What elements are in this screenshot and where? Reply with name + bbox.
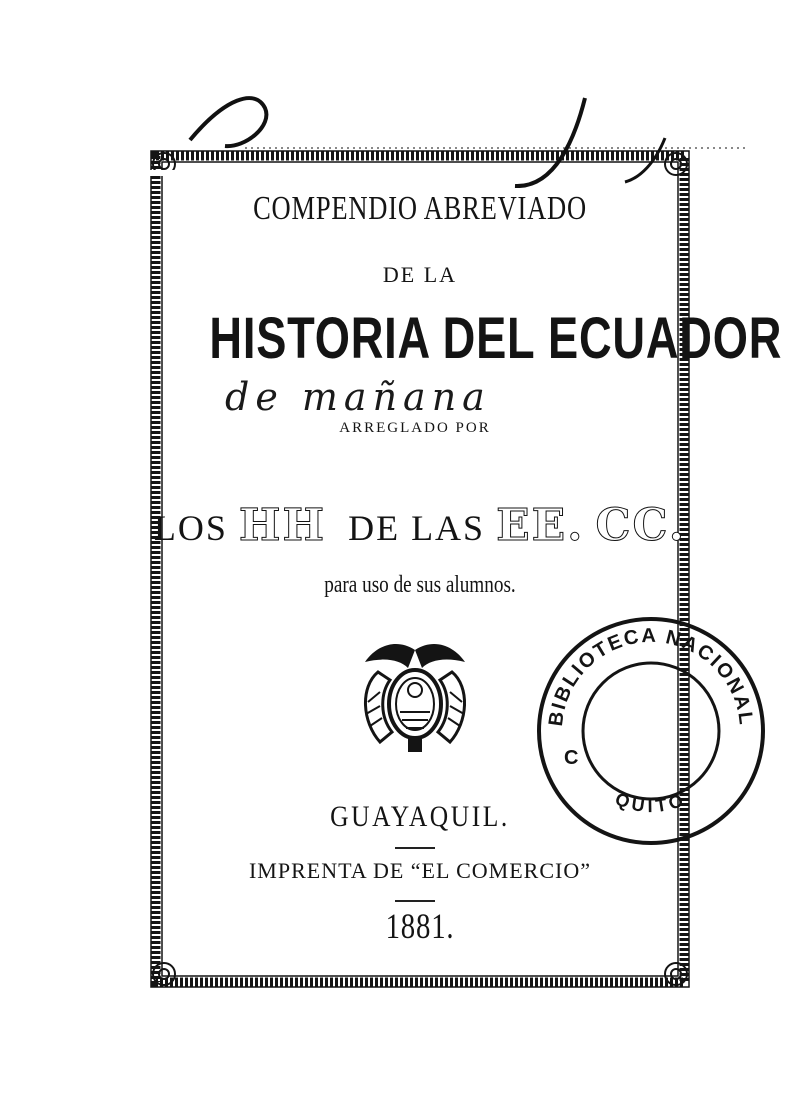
divider xyxy=(395,900,435,902)
city: GUAYAQUIL. xyxy=(330,800,510,833)
main-title: HISTORIA DEL ECUADOR xyxy=(209,306,783,371)
printer: IMPRENTA DE “EL COMERCIO” xyxy=(248,858,591,883)
stamp-bottom-text: QUITO xyxy=(612,788,690,817)
title-line-1: COMPENDIO ABREVIADO xyxy=(253,190,587,227)
authors-cc: CC. xyxy=(595,500,687,551)
svg-text:BIBLIOTECA NACIONAL xyxy=(545,625,757,728)
handwritten-note: de mañana xyxy=(225,375,491,419)
library-stamp xyxy=(532,612,770,850)
authors-ee: EE. xyxy=(496,500,585,551)
authors-line xyxy=(150,500,690,551)
stamp-top-text: BIBLIOTECA NACIONAL xyxy=(544,624,758,728)
purpose-line: para uso de sus alumnos. xyxy=(324,572,516,598)
authors-prefix: LOS xyxy=(153,508,228,548)
arranged-by: ARREGLADO POR xyxy=(339,420,491,436)
svg-text:QUITO xyxy=(612,789,689,817)
authors-middle: DE LAS xyxy=(348,508,486,548)
stamp-side-mark: C xyxy=(564,747,579,769)
divider xyxy=(395,847,435,849)
authors-hh: HH xyxy=(238,500,327,551)
handwritten-signature xyxy=(185,78,795,188)
title-line-2: DE LA xyxy=(382,262,458,287)
coat-of-arms-icon xyxy=(350,632,480,762)
year: 1881. xyxy=(385,906,455,946)
